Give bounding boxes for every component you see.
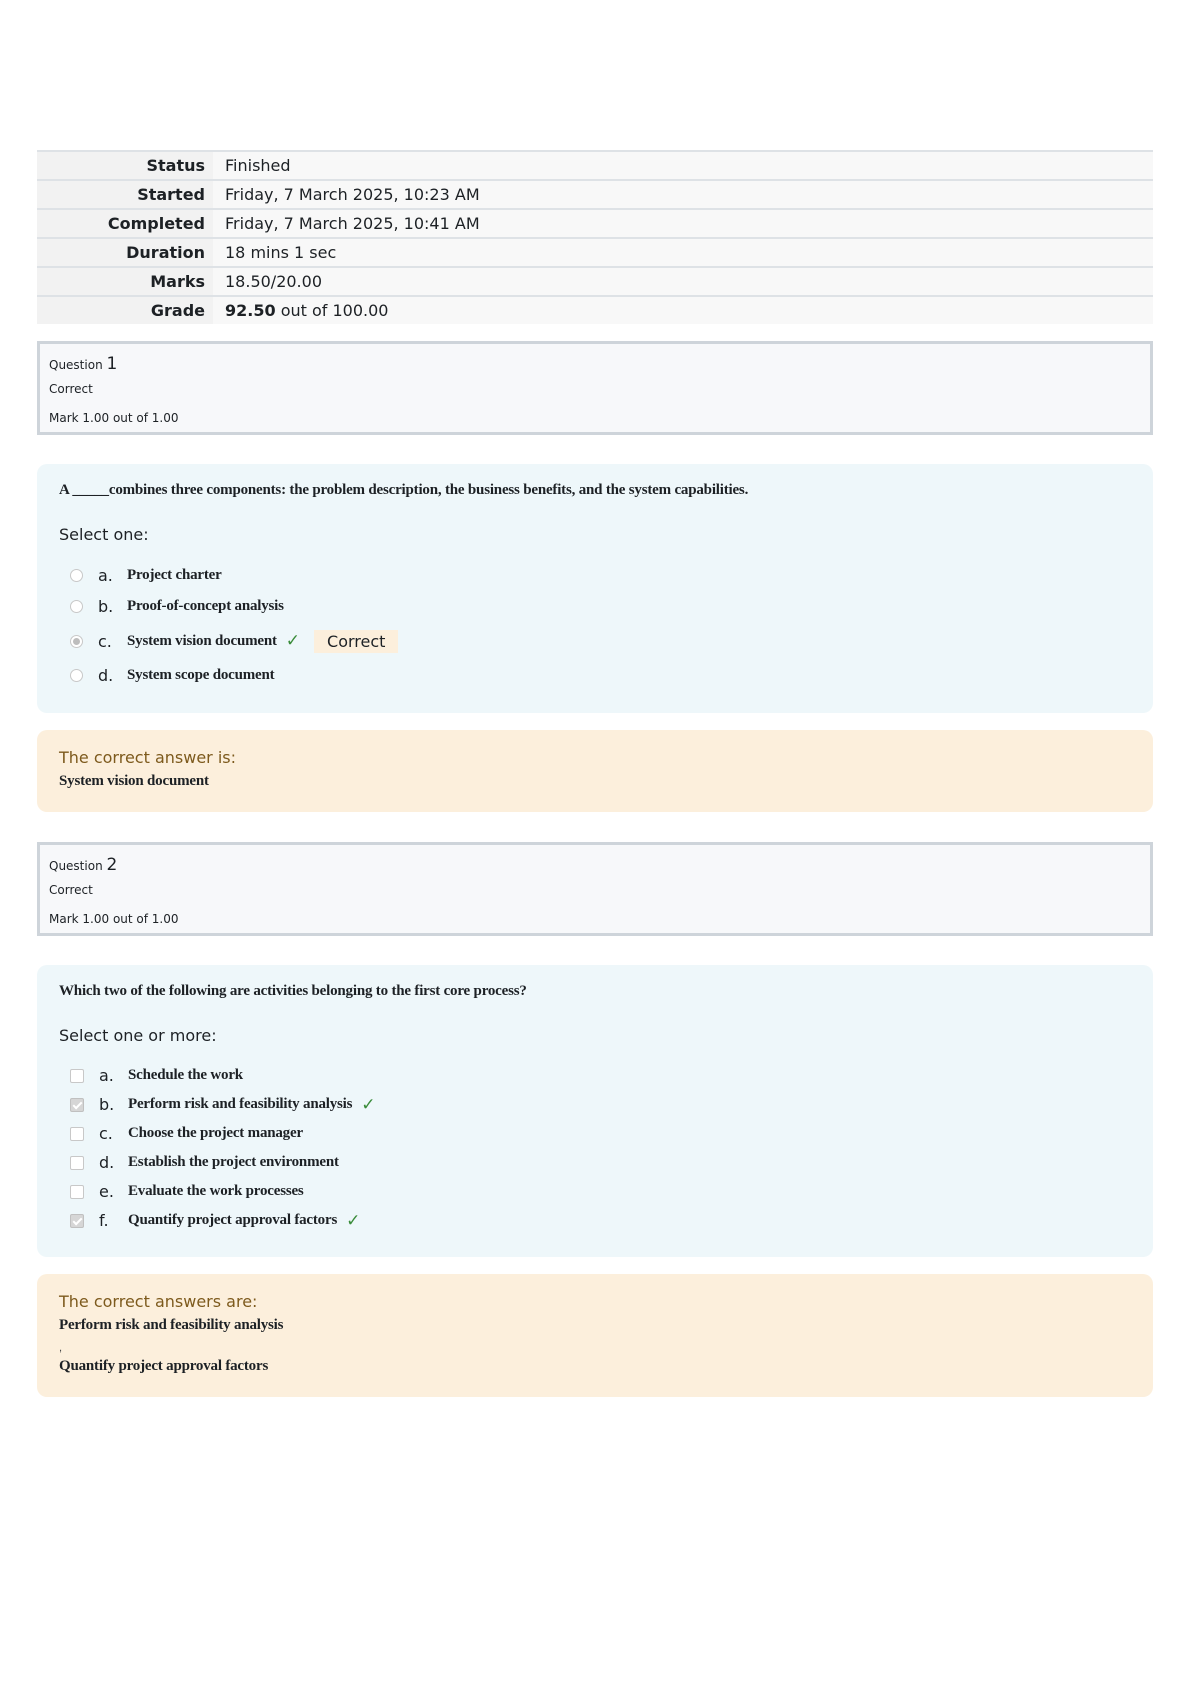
question-content-1	[37, 464, 1153, 713]
radio-button[interactable]	[70, 669, 83, 682]
feedback-separator: ,	[59, 1342, 63, 1354]
summary-label: Grade	[37, 296, 213, 324]
answer-option-c[interactable]	[59, 622, 1131, 660]
feedback-answer: System vision document	[59, 773, 209, 789]
feedback-heading: The correct answers are:	[59, 1292, 258, 1311]
summary-row-started	[37, 180, 1153, 209]
option-text: Choose the project manager	[128, 1125, 303, 1141]
option-text: Schedule the work	[128, 1067, 243, 1083]
option-letter: d.	[98, 666, 114, 685]
radio-button[interactable]	[70, 569, 83, 582]
checkbox[interactable]	[70, 1127, 84, 1141]
answer-prompt: Select one or more:	[59, 1026, 217, 1045]
option-text: Project charter	[127, 567, 222, 583]
correct-answer-feedback-2	[37, 1274, 1153, 1397]
summary-label: Marks	[37, 267, 213, 296]
question-grade: Mark 1.00 out of 1.00	[49, 411, 179, 425]
summary-label: Status	[37, 151, 213, 180]
correct-answer-feedback-1	[37, 730, 1153, 812]
checkbox[interactable]	[70, 1156, 84, 1170]
radio-button-checked[interactable]	[70, 635, 83, 648]
answer-option-b[interactable]	[59, 591, 1131, 622]
summary-row-grade	[37, 296, 1153, 324]
answer-option-d[interactable]	[59, 1148, 1131, 1177]
summary-row-marks	[37, 267, 1153, 296]
checkbox-checked[interactable]	[70, 1098, 84, 1112]
summary-value: Friday, 7 March 2025, 10:41 AM	[213, 209, 1153, 238]
checkbox[interactable]	[70, 1069, 84, 1083]
summary-row-completed	[37, 209, 1153, 238]
option-letter: b.	[98, 597, 114, 616]
answer-prompt: Select one:	[59, 525, 149, 544]
question-prefix: Question	[49, 859, 103, 873]
answer-option-a[interactable]	[59, 1061, 1131, 1090]
option-text: Establish the project environment	[128, 1154, 339, 1170]
correct-badge: Correct	[314, 630, 398, 653]
option-letter: e.	[99, 1182, 114, 1201]
answer-option-e[interactable]	[59, 1177, 1131, 1206]
answer-options	[59, 1061, 1131, 1235]
option-letter: a.	[98, 566, 113, 585]
feedback-answer: Quantify project approval factors	[59, 1358, 269, 1374]
check-mark-icon: ✓	[285, 631, 301, 651]
grade-value: 92.50	[225, 301, 276, 320]
option-letter: d.	[99, 1153, 115, 1172]
answer-option-a[interactable]	[59, 560, 1131, 591]
question-info-1	[37, 341, 1153, 435]
question-grade: Mark 1.00 out of 1.00	[49, 912, 179, 926]
radio-button[interactable]	[70, 600, 83, 613]
summary-row-status	[37, 151, 1153, 180]
option-letter: a.	[99, 1066, 114, 1085]
quiz-review-page	[37, 150, 1153, 1397]
question-info-2	[37, 842, 1153, 936]
answer-option-b[interactable]	[59, 1090, 1131, 1119]
option-text: Proof-of-concept analysis	[127, 598, 284, 614]
option-text: System scope document	[127, 667, 275, 683]
question-state: Correct	[49, 382, 93, 396]
answer-option-f[interactable]	[59, 1206, 1131, 1235]
option-text: Evaluate the work processes	[128, 1183, 304, 1199]
question-number	[49, 354, 1141, 374]
answer-option-d[interactable]	[59, 660, 1131, 691]
summary-value: 18 mins 1 sec	[213, 238, 1153, 267]
summary-label: Duration	[37, 238, 213, 267]
question-text: Which two of the following are activities belonging to the first core process?	[59, 983, 527, 999]
summary-row-duration	[37, 238, 1153, 267]
summary-value: Finished	[213, 151, 1153, 180]
option-text: System vision document	[127, 632, 277, 649]
check-mark-icon: ✓	[346, 1210, 361, 1231]
question-content-2	[37, 965, 1153, 1257]
grade-suffix: out of 100.00	[275, 301, 389, 320]
question-state: Correct	[49, 883, 93, 897]
option-text: Quantify project approval factors	[128, 1212, 338, 1228]
option-letter: b.	[99, 1095, 115, 1114]
checkbox-checked[interactable]	[70, 1214, 84, 1228]
question-number-value: 1	[106, 354, 118, 374]
summary-value: 18.50/20.00	[213, 267, 1153, 296]
check-mark-icon: ✓	[361, 1094, 376, 1115]
checkbox[interactable]	[70, 1185, 84, 1199]
summary-value	[213, 296, 1153, 324]
option-letter: c.	[99, 1124, 113, 1143]
option-text: Perform risk and feasibility analysis	[128, 1096, 353, 1112]
option-letter: f.	[99, 1211, 109, 1230]
question-number	[49, 855, 1141, 875]
question-text: A _____combines three components: the problem description, the business benefits, and the system capabilities.	[59, 482, 749, 498]
attempt-summary-table	[37, 150, 1153, 324]
question-prefix: Question	[49, 358, 103, 372]
summary-label: Completed	[37, 209, 213, 238]
feedback-answer: Perform risk and feasibility analysis	[59, 1317, 284, 1333]
summary-value: Friday, 7 March 2025, 10:23 AM	[213, 180, 1153, 209]
option-letter: c.	[98, 631, 112, 651]
feedback-heading: The correct answer is:	[59, 748, 236, 767]
summary-label: Started	[37, 180, 213, 209]
answer-options	[59, 560, 1131, 691]
answer-option-c[interactable]	[59, 1119, 1131, 1148]
question-number-value: 2	[106, 855, 118, 875]
